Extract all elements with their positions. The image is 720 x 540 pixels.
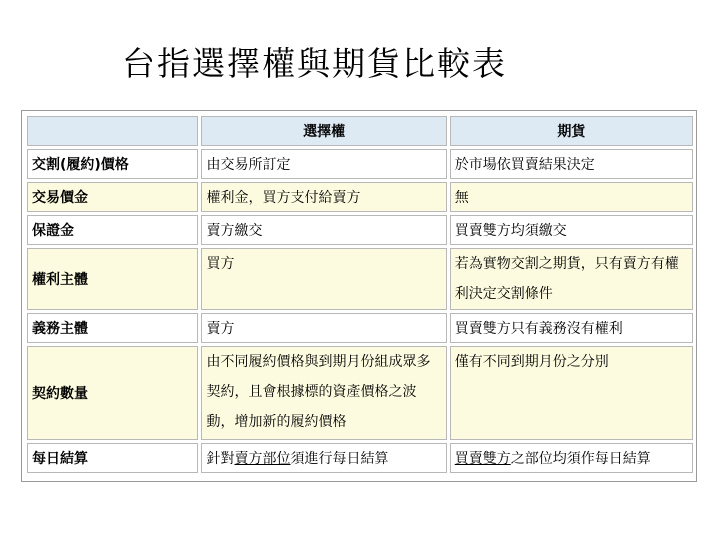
row-label: 權利主體 bbox=[27, 248, 198, 310]
comparison-table-frame bbox=[21, 110, 697, 482]
header-empty bbox=[27, 116, 198, 146]
header-option: 選擇權 bbox=[201, 116, 446, 146]
row-label: 保證金 bbox=[27, 215, 198, 245]
futures-cell: 僅有不同到期月份之分別 bbox=[450, 346, 693, 440]
table-row bbox=[27, 346, 693, 440]
page-title: 台指選擇權與期貨比較表 bbox=[122, 44, 507, 83]
option-cell: 由不同履約價格與到期月份組成眾多契約，且會根據標的資產價格之波動，增加新的履約價格 bbox=[201, 346, 446, 440]
option-cell: 權利金，買方支付給賣方 bbox=[201, 182, 446, 212]
row-label: 義務主體 bbox=[27, 313, 198, 343]
table-row bbox=[27, 248, 693, 310]
comparison-table bbox=[24, 113, 696, 476]
table-row bbox=[27, 215, 693, 245]
table-row bbox=[27, 313, 693, 343]
table-row bbox=[27, 443, 693, 473]
option-text-pre: 針對 bbox=[206, 451, 235, 467]
futures-cell: 於市場依買賣結果決定 bbox=[450, 149, 693, 179]
futures-text-post: 之部位均須作每日結算 bbox=[510, 451, 651, 467]
futures-cell bbox=[450, 443, 693, 473]
header-futures: 期貨 bbox=[450, 116, 693, 146]
row-label: 每日結算 bbox=[27, 443, 198, 473]
table-header-row bbox=[27, 116, 693, 146]
option-text-underlined: 賣方部位 bbox=[234, 451, 291, 467]
row-label: 交易價金 bbox=[27, 182, 198, 212]
option-cell: 買方 bbox=[201, 248, 446, 310]
futures-text-underlined: 買賣雙方 bbox=[454, 451, 511, 467]
table-row bbox=[27, 182, 693, 212]
option-cell: 由交易所訂定 bbox=[201, 149, 446, 179]
option-text-post: 須進行每日結算 bbox=[290, 451, 389, 467]
option-cell: 賣方 bbox=[201, 313, 446, 343]
row-label: 契約數量 bbox=[27, 346, 198, 440]
row-label: 交割(履約)價格 bbox=[27, 149, 198, 179]
futures-cell: 買賣雙方只有義務沒有權利 bbox=[450, 313, 693, 343]
futures-cell: 若為實物交割之期貨，只有賣方有權利決定交割條件 bbox=[450, 248, 693, 310]
option-cell: 賣方繳交 bbox=[201, 215, 446, 245]
futures-cell: 買賣雙方均須繳交 bbox=[450, 215, 693, 245]
table-row bbox=[27, 149, 693, 179]
option-cell bbox=[201, 443, 446, 473]
futures-cell: 無 bbox=[450, 182, 693, 212]
